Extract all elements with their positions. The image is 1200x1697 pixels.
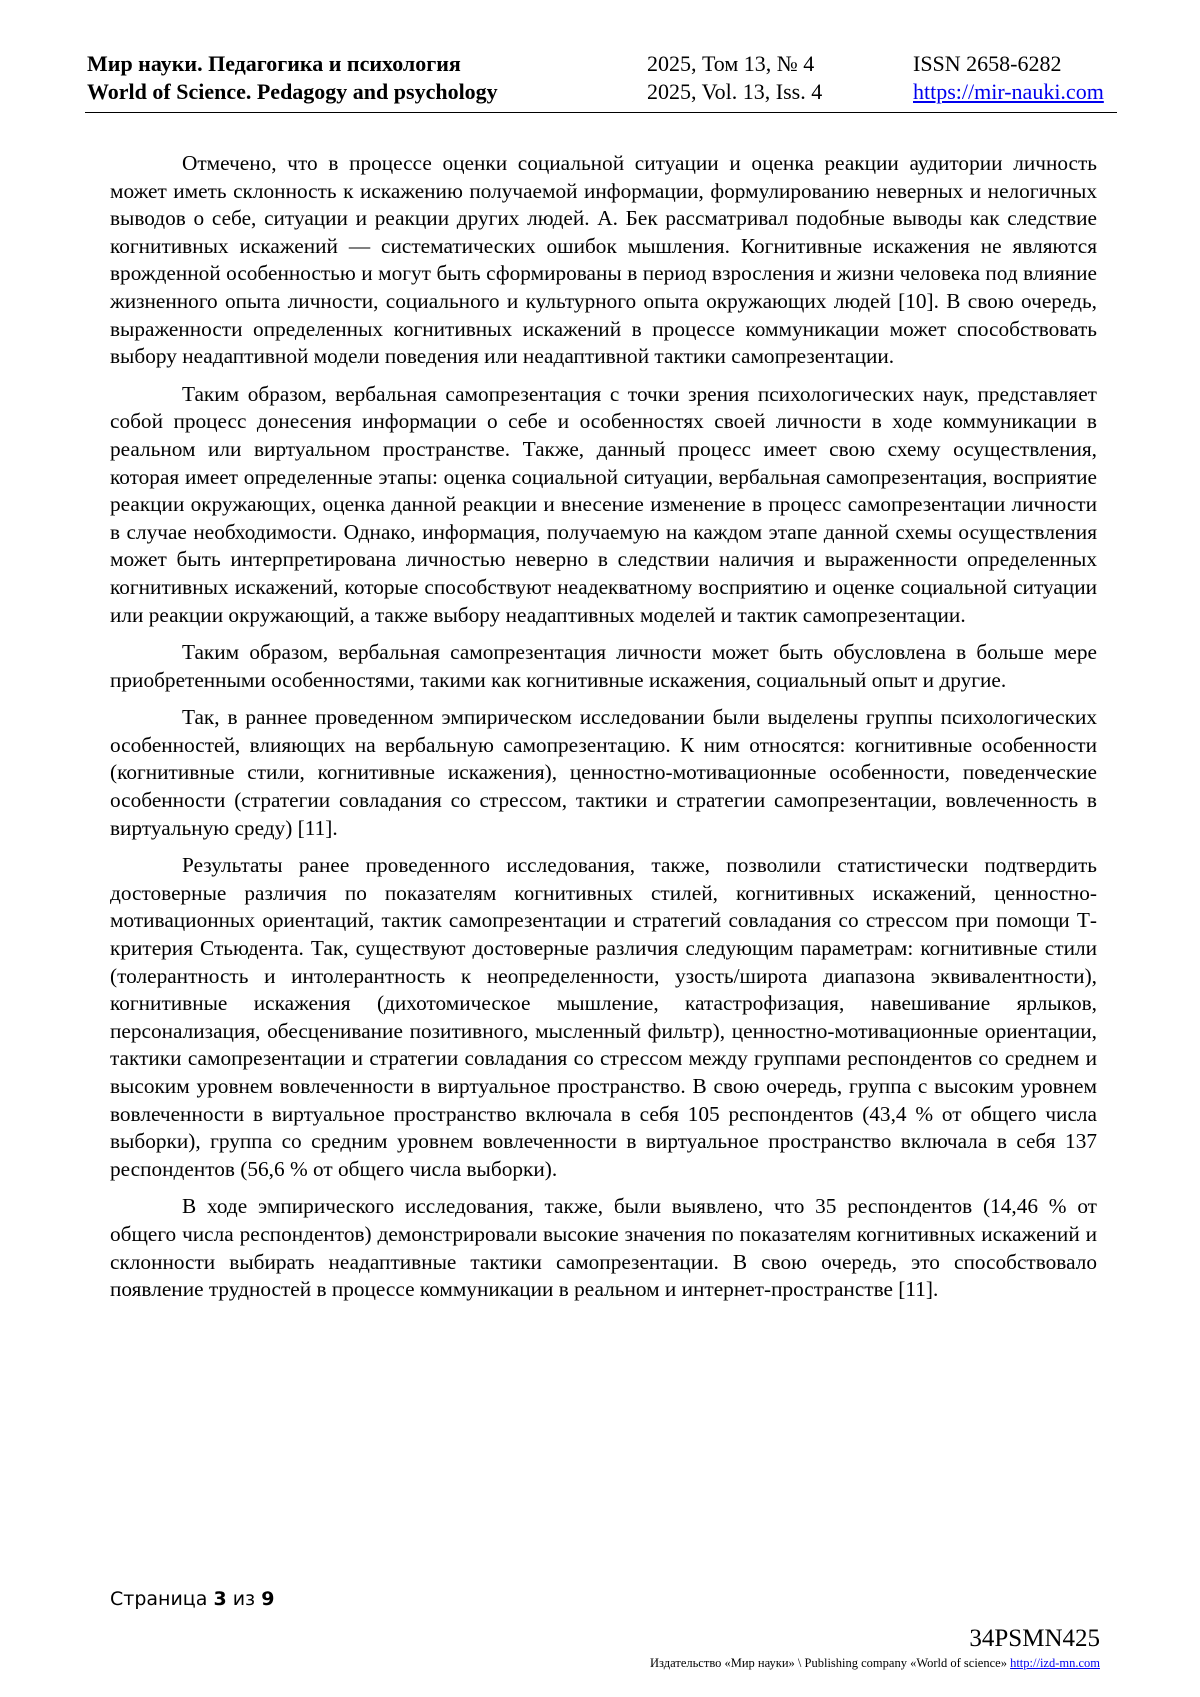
page-prefix: Страница [110, 1588, 214, 1610]
publisher-link[interactable]: http://izd-mn.com [1010, 1656, 1100, 1670]
paragraph-3: Таким образом, вербальная самопрезентация личности может быть обусловлена в больше мере приобретенными особенностями, такими как когнитивные искажения, социальный опыт и другие. [110, 640, 1097, 692]
volume-en: 2025, Vol. 13, Iss. 4 [647, 79, 823, 104]
journal-title [87, 50, 498, 106]
paragraph-5: Результаты ранее проведенного исследования, также, позволили статистически подтвердить достоверные различия по показателям когнитивных стилей, когнитивных искажений, ценностно-мотивационных ориентаций, тактик самопрезентации и стратегий совладания со стрессом при помощи Т-критерия Стьюдента. Так, существуют достоверные различия следующим параметрам: когнитивные стили (толерантность и интолерантность к неопределенности, узость/широта диапазона эквивалентности), когнитивные искажения (дихотомическое мышление, катастрофизация, навешивание ярлыков, персонализация, обесценивание позитивного, мысленный фильтр), ценностно-мотивационные ориентации, тактики самопрезентации и стратегии совладания со стрессом между группами респондентов со среднем и высоким уровнем вовлеченности в виртуальное пространство. В свою очередь, группа с высоким уровнем вовлеченности в виртуальное пространство включала в себя 105 респондентов (43,4 % от общего числа выборки), группа со средним уровнем вовлеченности в виртуальное пространство включала в себя 137 респондентов (56,6 % от общего числа выборки). [110, 853, 1097, 1181]
journal-title-ru: Мир науки. Педагогика и психология [87, 51, 461, 76]
publisher-line [650, 1656, 1100, 1671]
page-header [85, 50, 1117, 113]
page-total: 9 [261, 1588, 275, 1610]
issn: ISSN 2658-6282 [913, 51, 1062, 76]
article-code: 34PSMN425 [969, 1625, 1100, 1652]
journal-title-en: World of Science. Pedagogy and psychology [87, 79, 498, 104]
paragraph-6: В ходе эмпирического исследования, также, были выявлено, что 35 респондентов (14,46 % от общего числа респондентов) демонстрировали высокие значения по показателям когнитивных искажений и склонности выбирать неадаптивные тактики самопрезентации. В свою очередь, это способствовало появление трудностей в процессе коммуникации в реальном и интернет-пространстве [11]. [110, 1194, 1097, 1302]
paragraph-2: Таким образом, вербальная самопрезентация с точки зрения психологических наук, представляет собой процесс донесения информации о себе и особенностях своей личности в ходе коммуникации в реальном или виртуальном пространстве. Также, данный процесс имеет свою схему осуществления, которая имеет определенные этапы: оценка социальной ситуации, вербальная самопрезентация, восприятие реакции окружающих, оценка данной реакции и внесение изменение в процесс самопрезентации личности в случае необходимости. Однако, информация, получаемую на каждом этапе данной схемы осуществления может быть интерпретирована личностью неверно в следствии наличия и выраженности определенных когнитивных искажений, которые способствуют неадекватному восприятию и оценке социальной ситуации или реакции окружающий, а также выбору неадаптивных моделей и тактик самопрезентации. [110, 381, 1097, 627]
page-current: 3 [213, 1588, 227, 1610]
article-body [110, 150, 1097, 1314]
website-link[interactable]: https://mir-nauki.com [913, 79, 1104, 104]
volume-info [647, 50, 822, 106]
issn-block [913, 50, 1104, 106]
publisher-text: Издательство «Мир науки» \ Publishing company «World of science» [650, 1656, 1011, 1670]
page-number [110, 1588, 274, 1610]
paragraph-1: Отмечено, что в процессе оценки социальной ситуации и оценка реакции аудитории личность может иметь склонность к искажению получаемой информации, формулированию неверных и нелогичных выводов о себе, ситуации и реакции других людей. А. Бек рассматривал подобные выводы как следствие когнитивных искажений — систематических ошибок мышления. Когнитивные искажения не являются врожденной особенностью и могут быть сформированы в период взросления и жизни человека под влияние жизненного опыта личности, социального и культурного опыта окружающих людей [10]. В свою очередь, выраженности определенных когнитивных искажений в процессе коммуникации может способствовать выбору неадаптивной модели поведения или неадаптивной тактики самопрезентации. [110, 151, 1097, 369]
volume-ru: 2025, Том 13, № 4 [647, 51, 815, 76]
page-of: из [226, 1588, 262, 1610]
paragraph-4: Так, в раннее проведенном эмпирическом исследовании были выделены группы психологических особенностей, влияющих на вербальную самопрезентацию. К ним относятся: когнитивные особенности (когнитивные стили, когнитивные искажения), ценностно-мотивационные особенности, поведенческие особенности (стратегии совладания со стрессом, тактики и стратегии самопрезентации, вовлеченность в виртуальную среду) [11]. [110, 705, 1097, 840]
